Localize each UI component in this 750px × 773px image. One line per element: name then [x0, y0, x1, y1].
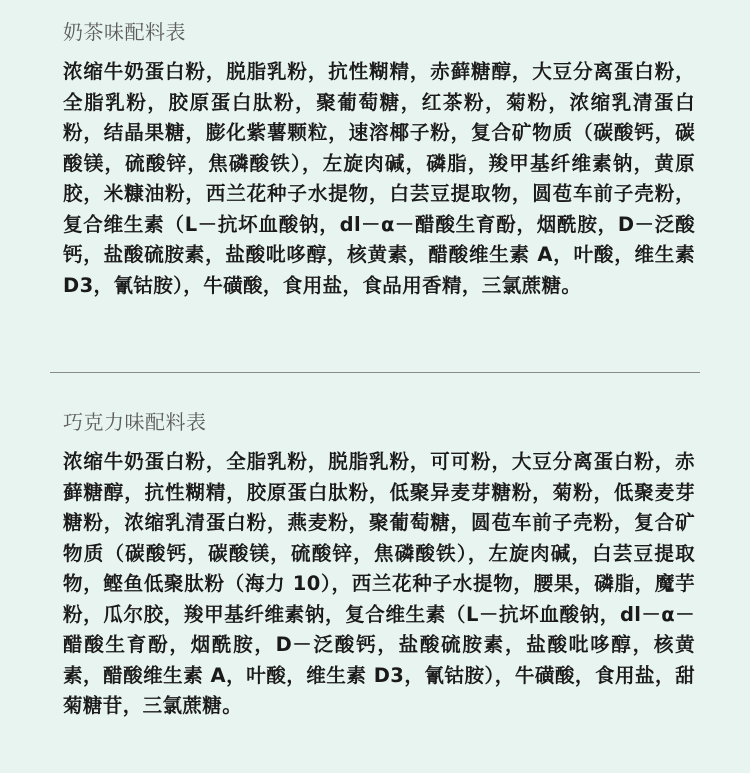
chocolate-ingredients-title: 巧克力味配料表: [63, 410, 207, 434]
milk-tea-ingredients-text: 浓缩牛奶蛋白粉，脱脂乳粉，抗性糊精，赤藓糖醇，大豆分离蛋白粉，全脂乳粉，胶原蛋白肽粉，聚葡萄糖，红茶粉，菊粉，浓缩乳清蛋白粉，结晶果糖，膨化紫薯颗粒，速溶椰子粉，复合矿物质（碳酸钙，碳酸镁，硫酸锌，焦磷酸铁），左旋肉碱，磷脂，羧甲基纤维素钠，黄原胶，米糠油粉，西兰花种子水提物，白芸豆提取物，圆苞车前子壳粉，复合维生素（L－抗坏血酸钠，dl－α－醋酸生育酚，烟酰胺，D－泛酸钙，盐酸硫胺素，盐酸吡哆醇，核黄素，醋酸维生素 A，叶酸，维生素 D3，氰钴胺），牛磺酸，食用盐，食品用香精，三氯蔗糖。: [63, 60, 695, 297]
milk-tea-ingredients-title: 奶茶味配料表: [63, 20, 186, 44]
section-divider: [50, 372, 700, 373]
chocolate-ingredients-section: [63, 408, 695, 722]
chocolate-ingredients-text: 浓缩牛奶蛋白粉，全脂乳粉，脱脂乳粉，可可粉，大豆分离蛋白粉，赤藓糖醇，抗性糊精，胶原蛋白肽粉，低聚异麦芽糖粉，菊粉，低聚麦芽糖粉，浓缩乳清蛋白粉，燕麦粉，聚葡萄糖，圆苞车前子壳粉，复合矿物质（碳酸钙，碳酸镁，硫酸锌，焦磷酸铁），左旋肉碱，白芸豆提取物，鲣鱼低聚肽粉（海力 10），西兰花种子水提物，腰果，磷脂，魔芋粉，瓜尔胶，羧甲基纤维素钠，复合维生素（L－抗坏血酸钠，dl－α－醋酸生育酚，烟酰胺，D－泛酸钙，盐酸硫胺素，盐酸吡哆醇，核黄素，醋酸维生素 A，叶酸，维生素 D3，氰钴胺），牛磺酸，食用盐，甜菊糖苷，三氯蔗糖。: [63, 450, 695, 717]
milk-tea-ingredients-section: [63, 18, 695, 301]
